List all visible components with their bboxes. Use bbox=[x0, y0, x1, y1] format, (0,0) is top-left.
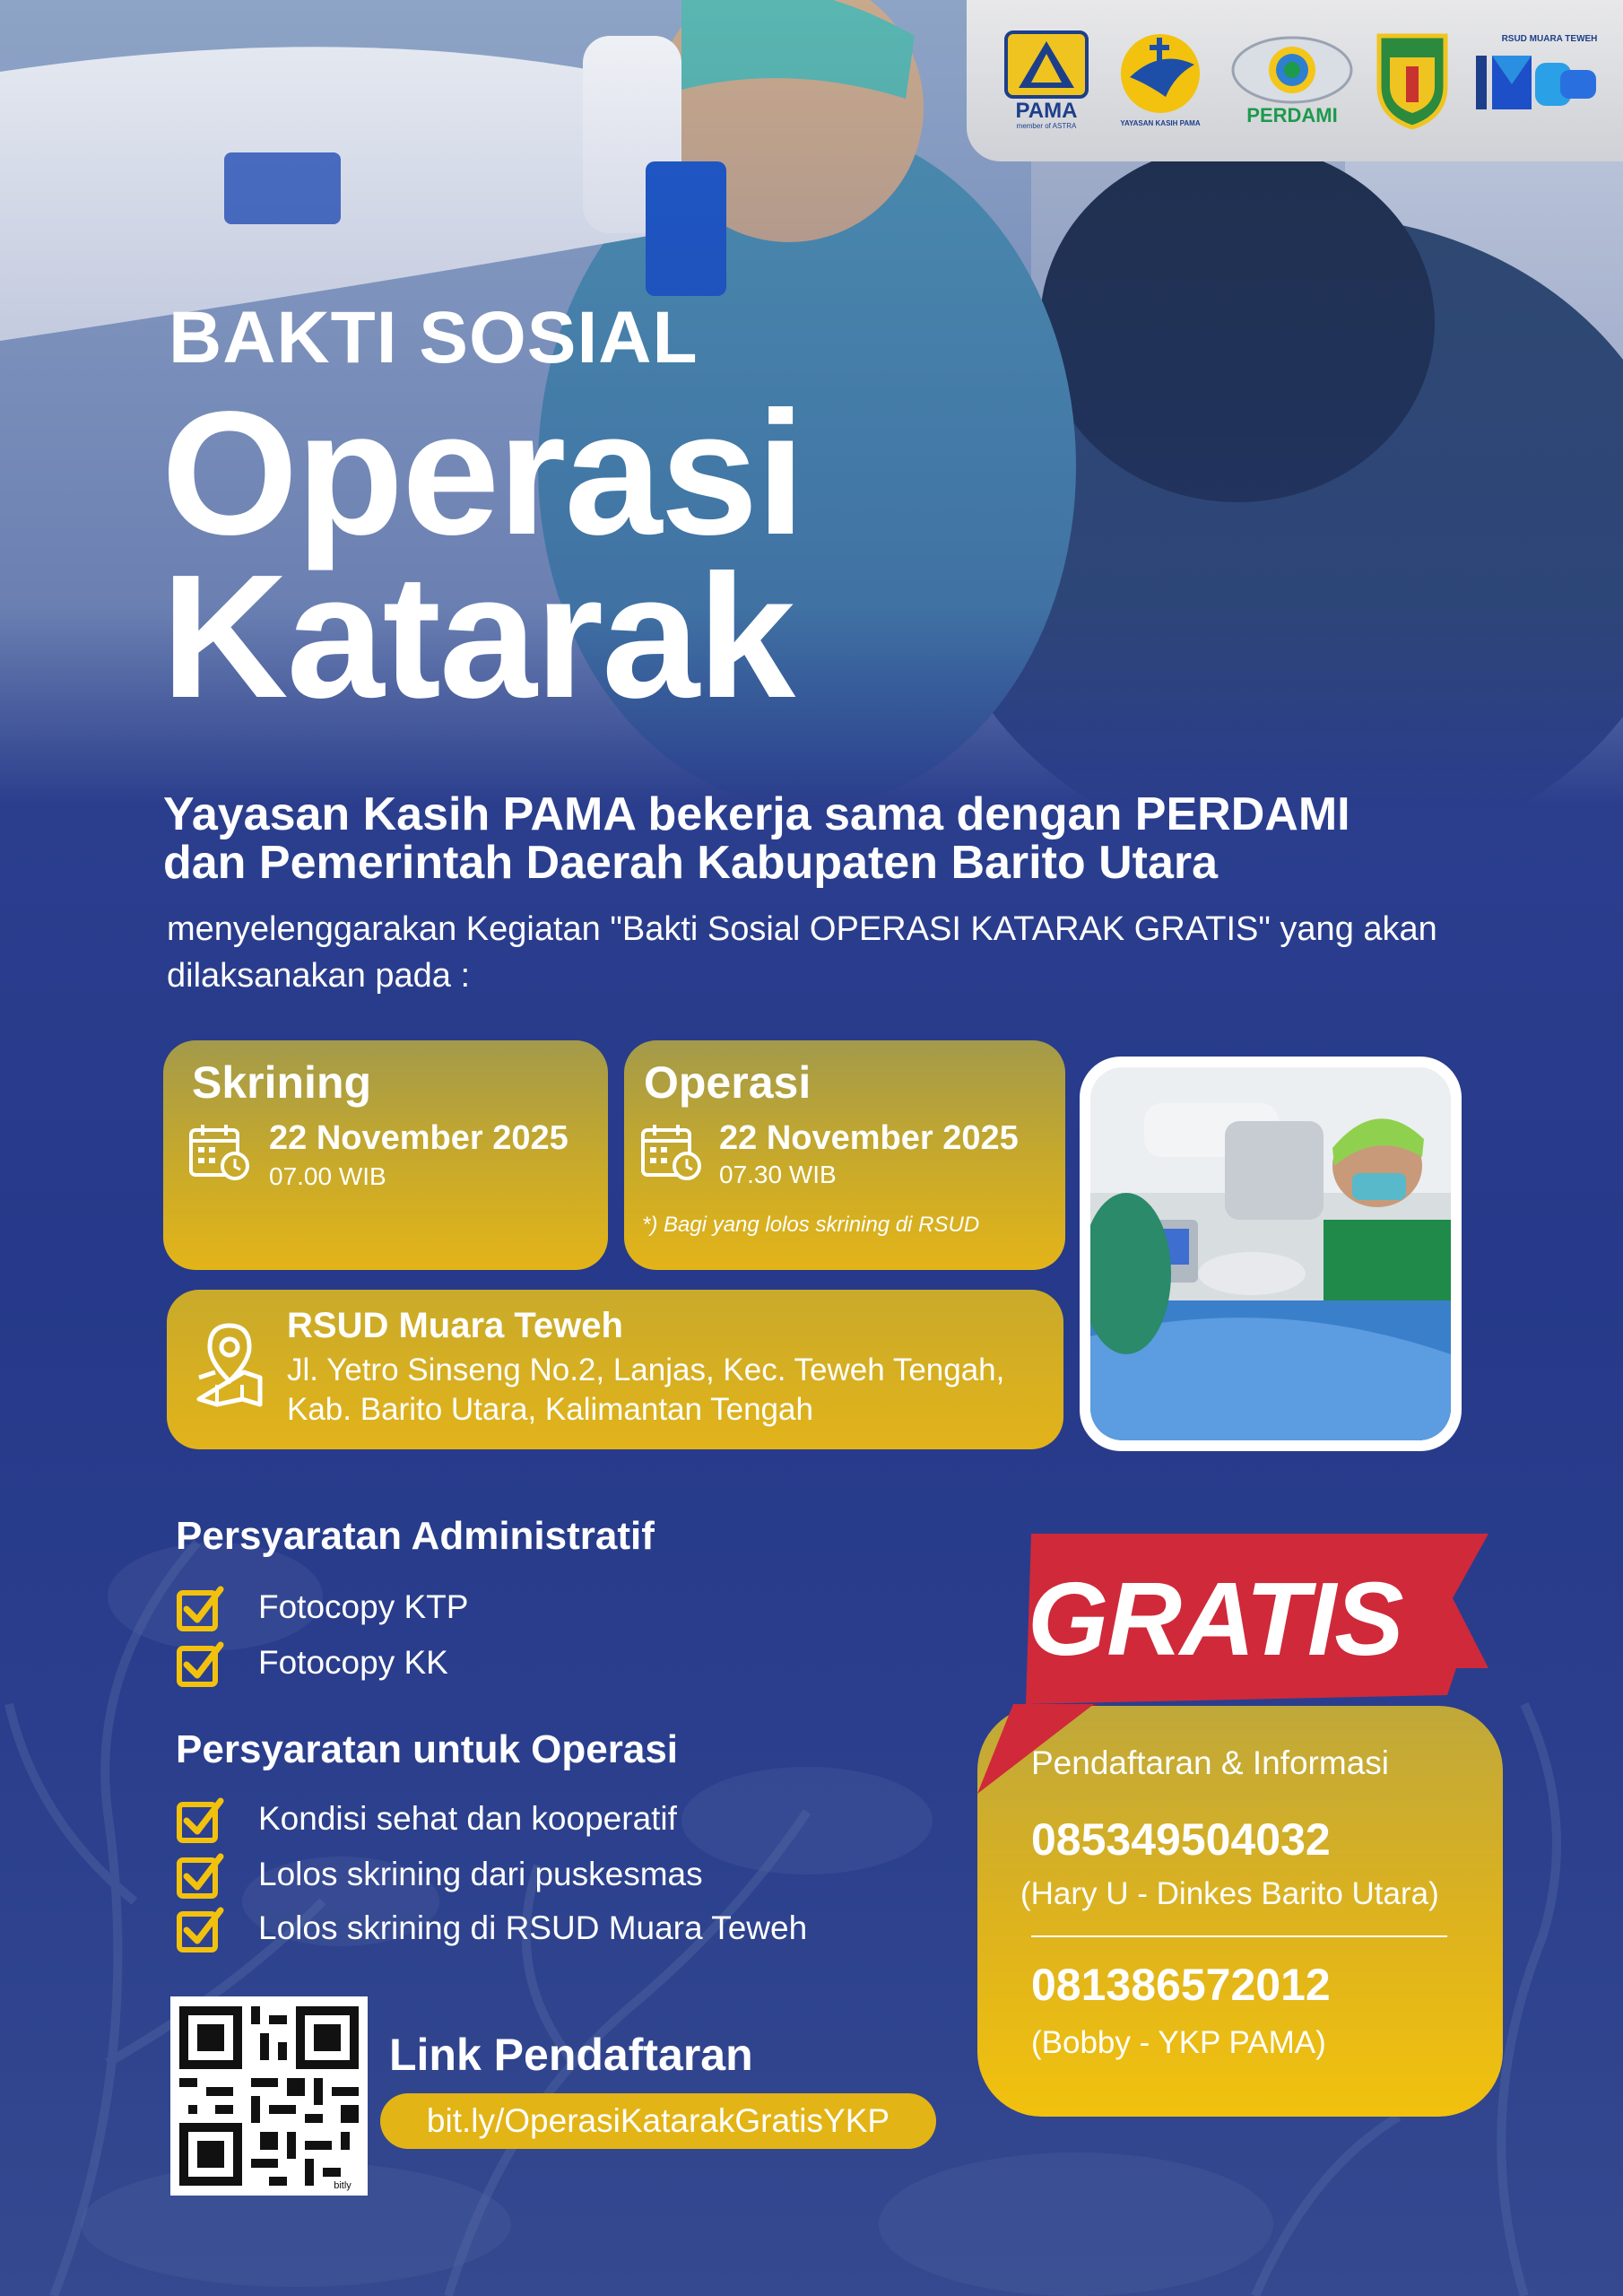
operation-requirement-item bbox=[176, 1794, 677, 1844]
admin-requirement-item bbox=[176, 1638, 448, 1688]
svg-text:member of ASTRA: member of ASTRA bbox=[1016, 122, 1077, 129]
screening-title: Skrining bbox=[192, 1057, 372, 1108]
screening-date: 22 November 2025 bbox=[269, 1119, 568, 1157]
rsud-muara-teweh-logo bbox=[1471, 30, 1605, 129]
contact-heading: Pendaftaran & Informasi bbox=[1031, 1744, 1389, 1781]
screening-time: 07.00 WIB bbox=[269, 1162, 386, 1190]
operation-date: 22 November 2025 bbox=[719, 1119, 1019, 1157]
svg-text:YAYASAN KASIH PAMA: YAYASAN KASIH PAMA bbox=[1120, 119, 1201, 127]
admin-requirements-title: Persyaratan Administratif bbox=[176, 1514, 655, 1558]
contact-phone-1[interactable]: 085349504032 bbox=[1031, 1814, 1331, 1865]
perdami-logo bbox=[1225, 30, 1359, 129]
title-line-katarak: Katarak bbox=[161, 538, 794, 735]
surgery-photo-frame bbox=[1080, 1057, 1462, 1451]
calendar-clock-icon bbox=[188, 1123, 251, 1182]
registration-link-title: Link Pendaftaran bbox=[389, 2030, 753, 2080]
operation-requirement-label: Lolos skrining dari puskesmas bbox=[258, 1856, 703, 1892]
title-line-operasi: Operasi bbox=[161, 375, 803, 571]
operation-requirements-title: Persyaratan untuk Operasi bbox=[176, 1727, 679, 1771]
operation-requirement-item bbox=[176, 1903, 807, 1953]
yayasan-kasih-pama-logo bbox=[1112, 30, 1209, 129]
event-description: menyelenggarakan Kegiatan "Bakti Sosial OPERASI KATARAK GRATIS" yang akan dilaksanakan pada : bbox=[167, 910, 1437, 995]
organizer-line-1: Yayasan Kasih PAMA bekerja sama dengan PERDAMI bbox=[163, 788, 1350, 840]
barito-utara-regency-emblem bbox=[1372, 30, 1453, 129]
operation-requirement-label: Lolos skrining di RSUD Muara Teweh bbox=[258, 1909, 808, 1946]
checkbox-icon bbox=[176, 1582, 226, 1632]
svg-text:PAMA: PAMA bbox=[1015, 99, 1078, 123]
organizer-line-2: dan Pemerintah Daerah Kabupaten Barito Utara bbox=[163, 837, 1219, 889]
contact-name-1: (Hary U - Dinkes Barito Utara) bbox=[1020, 1876, 1439, 1911]
checkbox-icon bbox=[176, 1794, 226, 1844]
contact-phone-2[interactable]: 081386572012 bbox=[1031, 1960, 1331, 2010]
checkbox-icon bbox=[176, 1849, 226, 1900]
admin-requirement-label: Fotocopy KK bbox=[258, 1644, 448, 1681]
partner-logo-bar bbox=[967, 0, 1623, 161]
svg-text:PERDAMI: PERDAMI bbox=[1246, 104, 1338, 126]
svg-text:bitly: bitly bbox=[334, 2180, 352, 2191]
contact-divider bbox=[1031, 1935, 1447, 1937]
operation-time: 07.30 WIB bbox=[719, 1161, 837, 1188]
gratis-label: GRATIS bbox=[1028, 1561, 1402, 1677]
operation-requirement-item bbox=[176, 1849, 703, 1900]
registration-qr-code[interactable] bbox=[170, 1996, 368, 2196]
operation-title: Operasi bbox=[644, 1057, 812, 1108]
svg-text:RSUD MUARA TEWEH: RSUD MUARA TEWEH bbox=[1501, 34, 1598, 44]
surgery-photo bbox=[1090, 1067, 1451, 1440]
location-address-line-2: Kab. Barito Utara, Kalimantan Tengah bbox=[287, 1392, 813, 1427]
pama-logo bbox=[1002, 30, 1090, 129]
calendar-clock-icon bbox=[640, 1123, 703, 1182]
operation-note: *) Bagi yang lolos skrining di RSUD bbox=[642, 1213, 980, 1237]
checkbox-icon bbox=[176, 1638, 226, 1688]
location-address-line-1: Jl. Yetro Sinseng No.2, Lanjas, Kec. Teweh Tengah, bbox=[287, 1352, 1005, 1387]
contact-name-2: (Bobby - YKP PAMA) bbox=[1031, 2025, 1326, 2060]
registration-link[interactable]: bit.ly/OperasiKatarakGratisYKP bbox=[380, 2093, 936, 2149]
checkbox-icon bbox=[176, 1903, 226, 1953]
admin-requirement-label: Fotocopy KTP bbox=[258, 1588, 469, 1625]
event-type-heading: BAKTI SOSIAL bbox=[169, 297, 699, 378]
location-name: RSUD Muara Teweh bbox=[287, 1306, 623, 1345]
admin-requirement-item bbox=[176, 1582, 468, 1632]
operation-requirement-label: Kondisi sehat dan kooperatif bbox=[258, 1800, 677, 1837]
map-pin-icon bbox=[194, 1322, 265, 1408]
